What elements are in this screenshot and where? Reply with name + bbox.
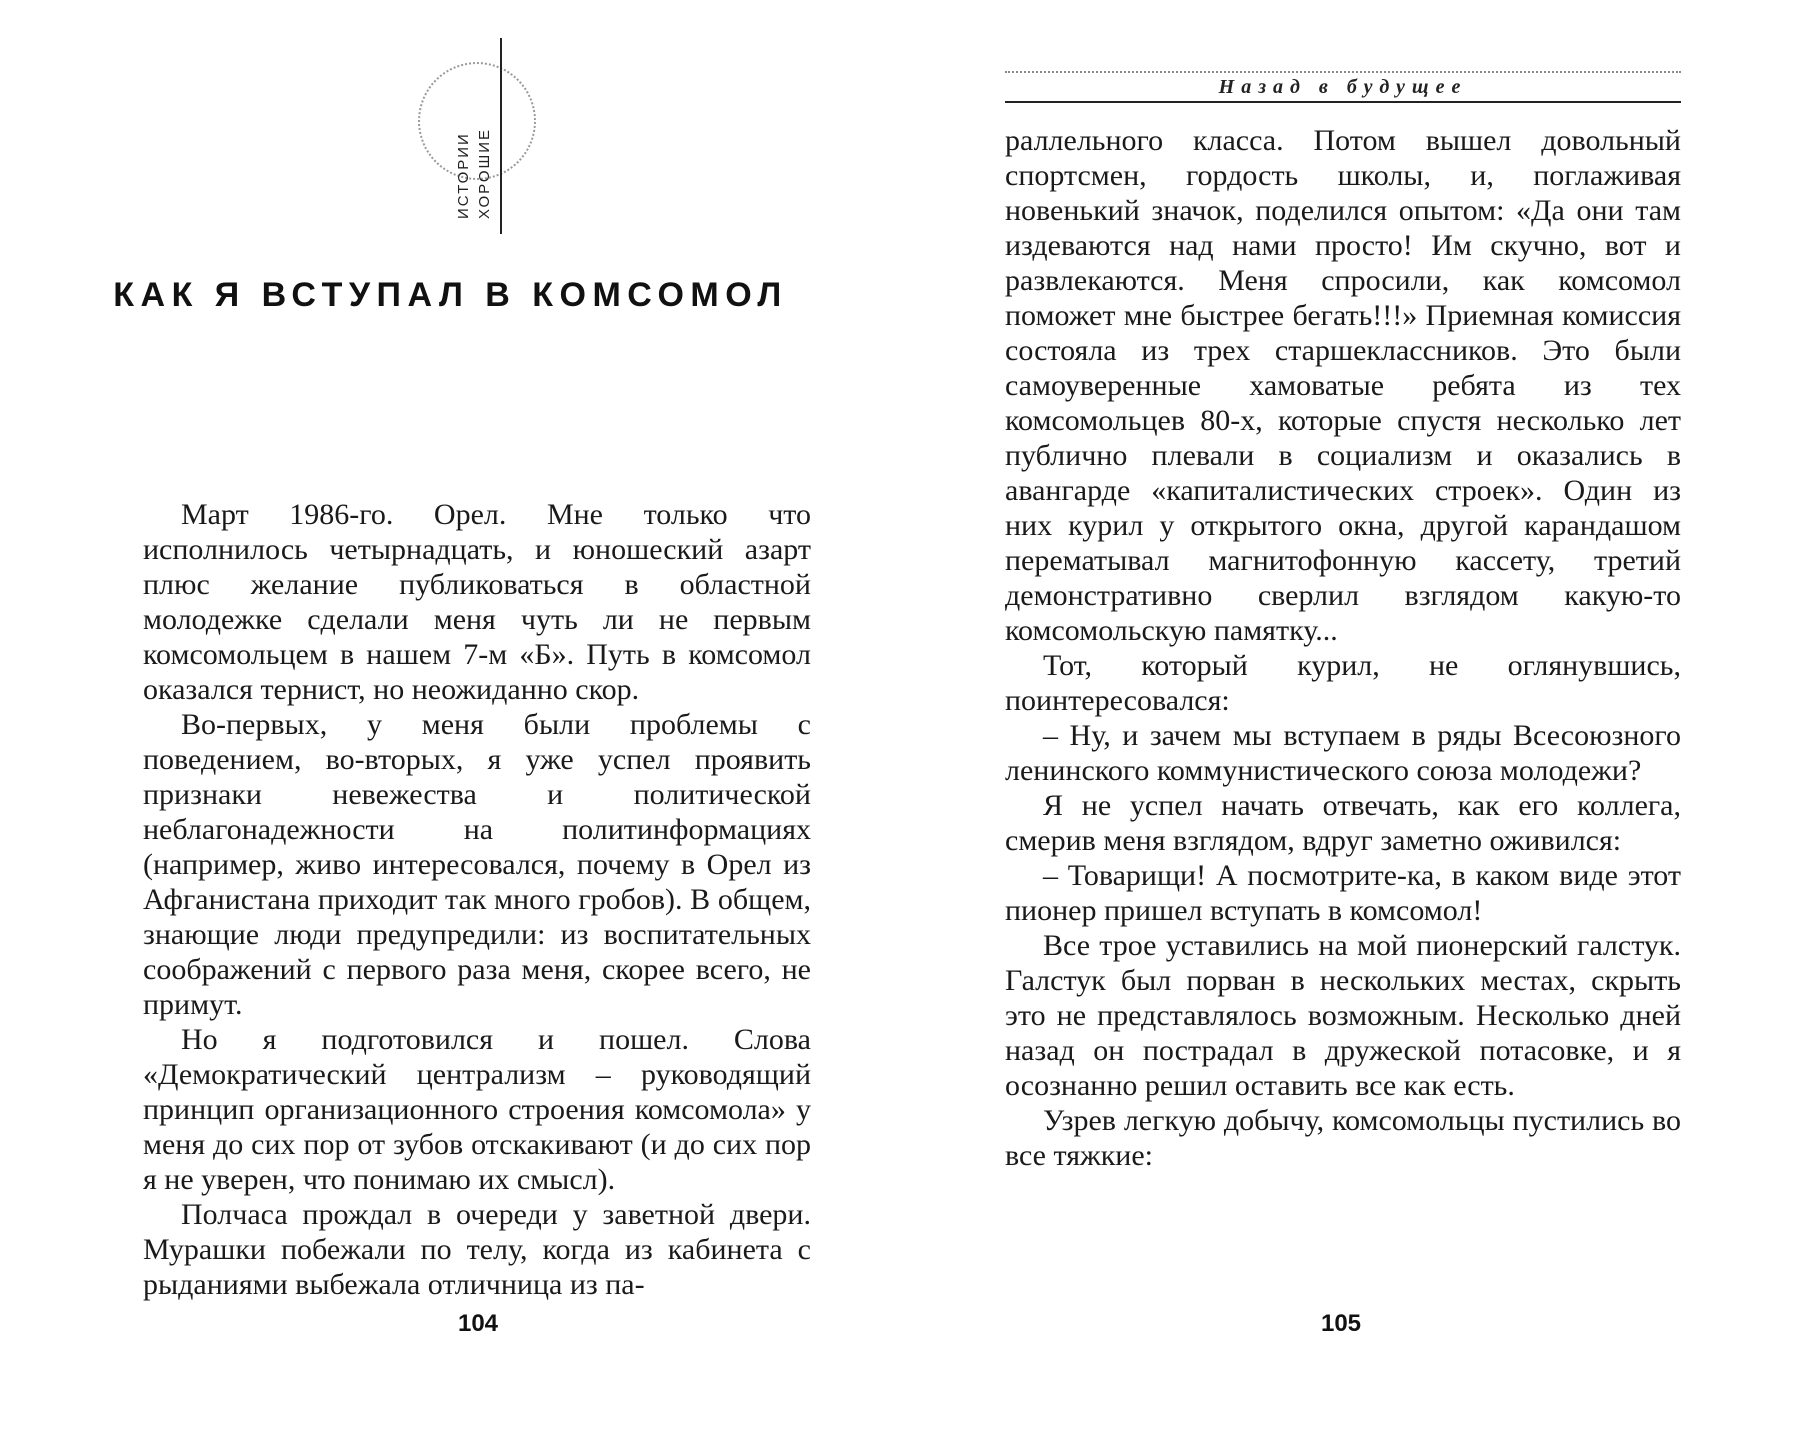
running-head-title: Назад в будущее xyxy=(1218,76,1468,98)
paragraph: – Ну, и зачем мы вступаем в ряды Всесоюзного ленинского коммунистического союза молодежи? xyxy=(1005,719,1681,787)
paragraph: Март 1986-го. Орел. Мне только что исполнилось четырнадцать, и юношеский азарт плюс желание публиковаться в областной молодежке сделали меня чуть ли не первым комсомольцем в нашем 7-м «Б». Путь в комсомол оказался тернист, но неожиданно скор. xyxy=(143,498,811,706)
paragraph: Но я подготовился и пошел. Слова «Демократический централизм – руководящий принцип организационного строения комсомола» у меня до сих пор от зубов отскакивают (и до сих пор я не уверен, что понимаю их смысл). xyxy=(143,1023,811,1196)
page-number-left: 104 xyxy=(457,1310,499,1337)
right-body-text xyxy=(1005,123,1681,1173)
page-number-right: 105 xyxy=(1320,1310,1362,1337)
paragraph: Во-первых, у меня были проблемы с поведением, во-вторых, я уже успел проявить признаки невежества и политической неблагонадежности на политинформациях (например, живо интересовался, почему в Орел из Афганистана приходит так много гробов). В общем, знающие люди предупредили: из воспитательных соображений с первого раза меня, скорее всего, не примут. xyxy=(143,708,811,1021)
series-logo xyxy=(448,93,500,219)
left-body-text xyxy=(143,497,811,1302)
running-head xyxy=(1005,71,1681,103)
paragraph: раллельного класса. Потом вышел довольный спортсмен, гордость школы, и, поглаживая новенький значок, поделился опытом: «Да они там издеваются над нами просто! Им скучно, вот и развлекаются. Меня спросили, как комсомол поможет мне быстрее бегать!!!» Приемная комиссия состояла из трех старшеклассников. Это были самоуверенные хамоватые ребята из тех комсомольцев 80-х, которые спустя несколько лет публично плевали в социализм и оказались в авангарде «капиталистических строек». Один из них курил у открытого окна, другой карандашом перематывал магнитофонную кассету, третий демонстративно сверлил взглядом какую-то комсомольскую памятку... xyxy=(1005,124,1681,647)
paragraph: Полчаса прождал в очереди у заветной двери. Мурашки побежали по телу, когда из кабинета с рыданиями выбежала отличница из па- xyxy=(143,1198,811,1301)
paragraph: – Товарищи! А посмотрите-ка, в каком виде этот пионер пришел вступать в комсомол! xyxy=(1005,859,1681,927)
right-page xyxy=(901,0,1802,1456)
logo-word-1: ХОРОШИЕ xyxy=(475,127,493,219)
logo-word-2: ИСТОРИИ xyxy=(454,132,472,219)
chapter-title: КАК Я ВСТУПАЛ В КОМСОМОЛ xyxy=(113,276,788,314)
paragraph: Все трое уставились на мой пионерский галстук. Галстук был порван в нескольких местах, скрыть это не представлялось возможным. Несколько дней назад он пострадал в дружеской потасовке, и я осознанно решил оставить все как есть. xyxy=(1005,929,1681,1102)
paragraph: Узрев легкую добычу, комсомольцы пустились во все тяжкие: xyxy=(1005,1104,1681,1172)
logo-divider-line xyxy=(500,38,502,234)
paragraph: Я не успел начать отвечать, как его коллега, смерив меня взглядом, вдруг заметно оживился: xyxy=(1005,789,1681,857)
paragraph: Тот, который курил, не оглянувшись, поинтересовался: xyxy=(1005,649,1681,717)
